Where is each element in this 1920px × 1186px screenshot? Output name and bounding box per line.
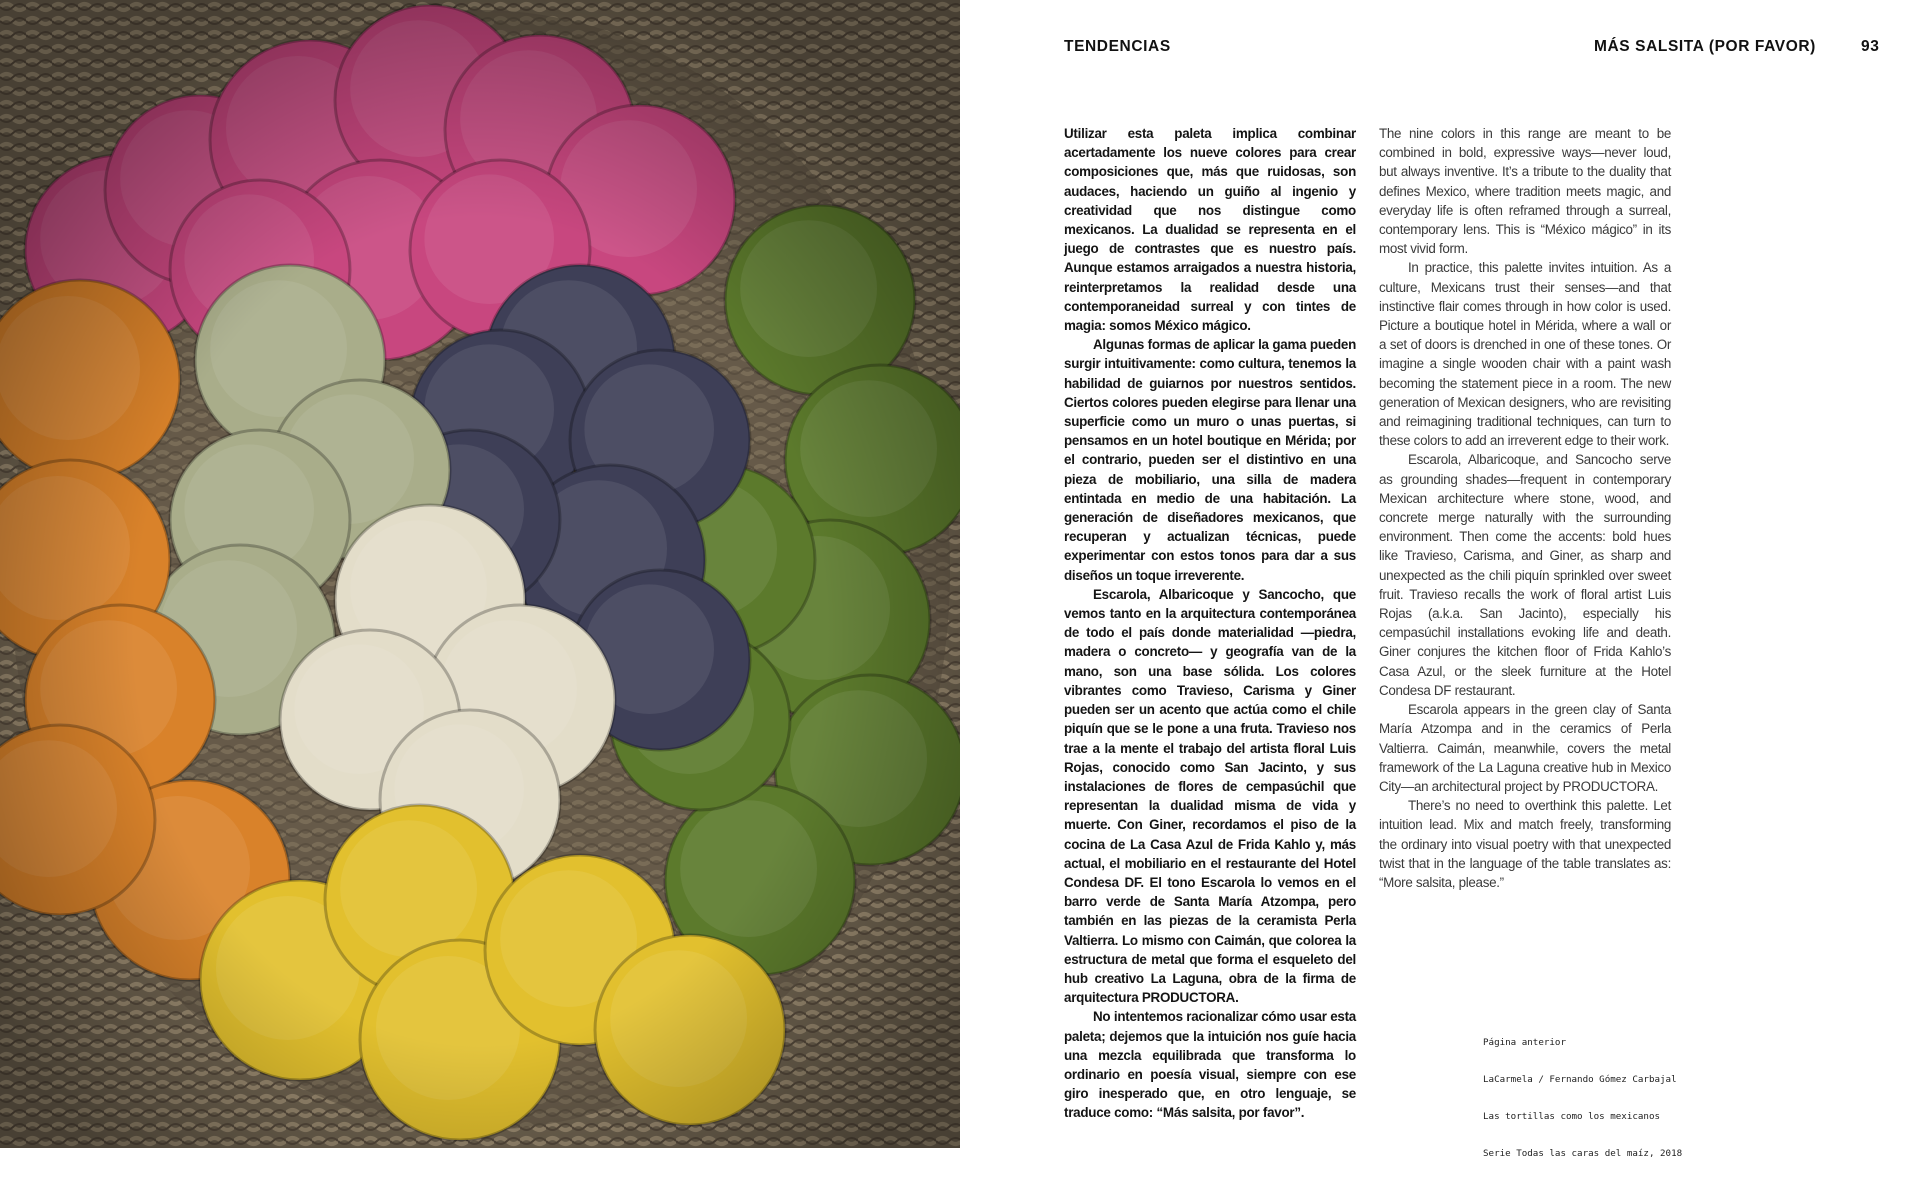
spanish-paragraph: Algunas formas de aplicar la gama pueden surgir intuitivamente: como cultura, tenemos la habilidad de guiarnos por nuestros sentidos. Ciertos colores pueden elegirse para llenar una superficie como un muro o unas puertas, si pensamos en un hotel boutique en Mérida; por el contrario, pueden ser el distintivo en una pieza de mobiliario, una silla de madera entintada en medio de una habitación. La generación de diseñadores mexicanos, que recuperan y actualizan técnicas, puede experimentar con estos tonos para dar a sus diseños un toque irreverente. — [1064, 337, 1356, 583]
right-page — [960, 0, 1920, 1160]
spanish-paragraph: Escarola, Albaricoque y Sancocho, que vemos tanto en la arquitectura contemporánea de todo el país donde materialidad —piedra, madera o concreto— y geografía van de la mano, son una base sólida. Los colores vibrantes como Travieso, Carisma y Giner pueden ser un acento que actúa como el chile piquín que se le pone a una fruta. Travieso nos trae a la mente el trabajo del artista floral Luis Rojas, conocido como San Jacinto, y sus instalaciones de flores de cempasúchil que representan la dualidad misma de vida y muerte. Con Giner, recordamos el piso de la cocina de La Casa Azul de Frida Kahlo y, más actual, el mobiliario en el restaurante del Hotel Condesa DF. El tono Escarola lo vemos en el barro verde de Santa María Atzompa, pero también en las piezas de la ceramista Perla Valtierra. Lo mismo con Caimán, que colorea la estructura de metal que forma el esqueleto del hub creativo La Laguna, obra de la firma de arquitectura PRODUCTORA. — [1064, 586, 1356, 1006]
english-paragraph: There’s no need to overthink this palette. Let intuition lead. Mix and match freely, transforming the ordinary into visual poetry with that unexpected twist that in the language of the table translates as: “More salsita, please.” — [1379, 798, 1671, 890]
english-paragraph: Escarola, Albaricoque, and Sancocho serve as grounding shades—frequent in contemporary Mexican architecture where stone, wood, and concrete merge naturally with the surrounding environment. Then come the accents: bold hues like Travieso, Carisma, and Giner, as sharp and unexpected as the chili piquín sprinkled over sweet fruit. Travieso recalls the work of floral artist Luis Rojas (a.k.a. San Jacinto), especially his cempasúchil installations evoking life and death. Giner conjures the kitchen floor of Frida Kahlo’s Casa Azul, or the sleek furniture at the Hotel Condesa DF restaurant. — [1379, 452, 1671, 698]
caption-line: Página anterior — [1483, 1036, 1566, 1048]
spanish-column — [1064, 124, 1356, 1123]
caption-line: Serie Todas las caras del maíz, 2018 — [1483, 1148, 1683, 1160]
section-title: TENDENCIAS — [1064, 38, 1171, 55]
page-number: 93 — [1861, 38, 1880, 55]
english-column — [1379, 124, 1671, 892]
english-paragraph: Escarola appears in the green clay of Santa María Atzompa and in the ceramics of Perla Valtierra. Caimán, meanwhile, covers the metal framework of the La Laguna creative hub in Mexico City—an architectural project by PRODUCTORA. — [1379, 702, 1671, 794]
caption-line: LaCarmela / Fernando Gómez Carbajal — [1483, 1074, 1677, 1086]
photo-caption — [1483, 1012, 1723, 1186]
english-paragraph: In practice, this palette invites intuition. As a culture, Mexicans trust their senses—and that instinctive flair comes through in how color is used. Picture a boutique hotel in Mérida, where a wall or a set of doors is drenched in one of these tones. Or imagine a single wooden chair with a paint wash becoming the statement piece in a room. The new generation of Mexican designers, who are revisiting and reimagining traditional techniques, can turn to these colors to add an irreverent edge to their work. — [1379, 260, 1671, 449]
spanish-paragraph: Utilizar esta paleta implica combinar acertadamente los nueve colores para crear composiciones que, más que ruidosas, son audaces, haciendo un guiño al ingenio y creatividad que nos distingue como mexicanos. La dualidad se representa en el juego de contrastes que es nuestro país. Aunque estamos arraigados a nuestra historia, reinterpretamos la realidad desde una contemporaneidad surreal y con tintes de magia: somos México mágico. — [1064, 126, 1356, 334]
english-paragraph: The nine colors in this range are meant to be combined in bold, expressive ways—never loud, but always inventive. It’s a tribute to the duality that defines Mexico, where tradition meets magic, and everyday life is often reframed through a surreal, contemporary lens. This is “México mágico” in its most vivid form. — [1379, 126, 1671, 257]
caption-line: Las tortillas como los mexicanos — [1483, 1111, 1661, 1123]
article-title: MÁS SALSITA (POR FAVOR) — [1594, 38, 1816, 55]
tortillas-basket-photo — [0, 0, 960, 1148]
spanish-paragraph: No intentemos racionalizar cómo usar esta paleta; dejemos que la intuición nos guíe hacia una mezcla equilibrada que transforma lo ordinario en poesía visual, siempre con ese giro inesperado que, en otro lenguaje, se traduce como: “Más salsita, por favor”. — [1064, 1009, 1356, 1121]
tortillas-basket-image — [0, 0, 960, 1148]
